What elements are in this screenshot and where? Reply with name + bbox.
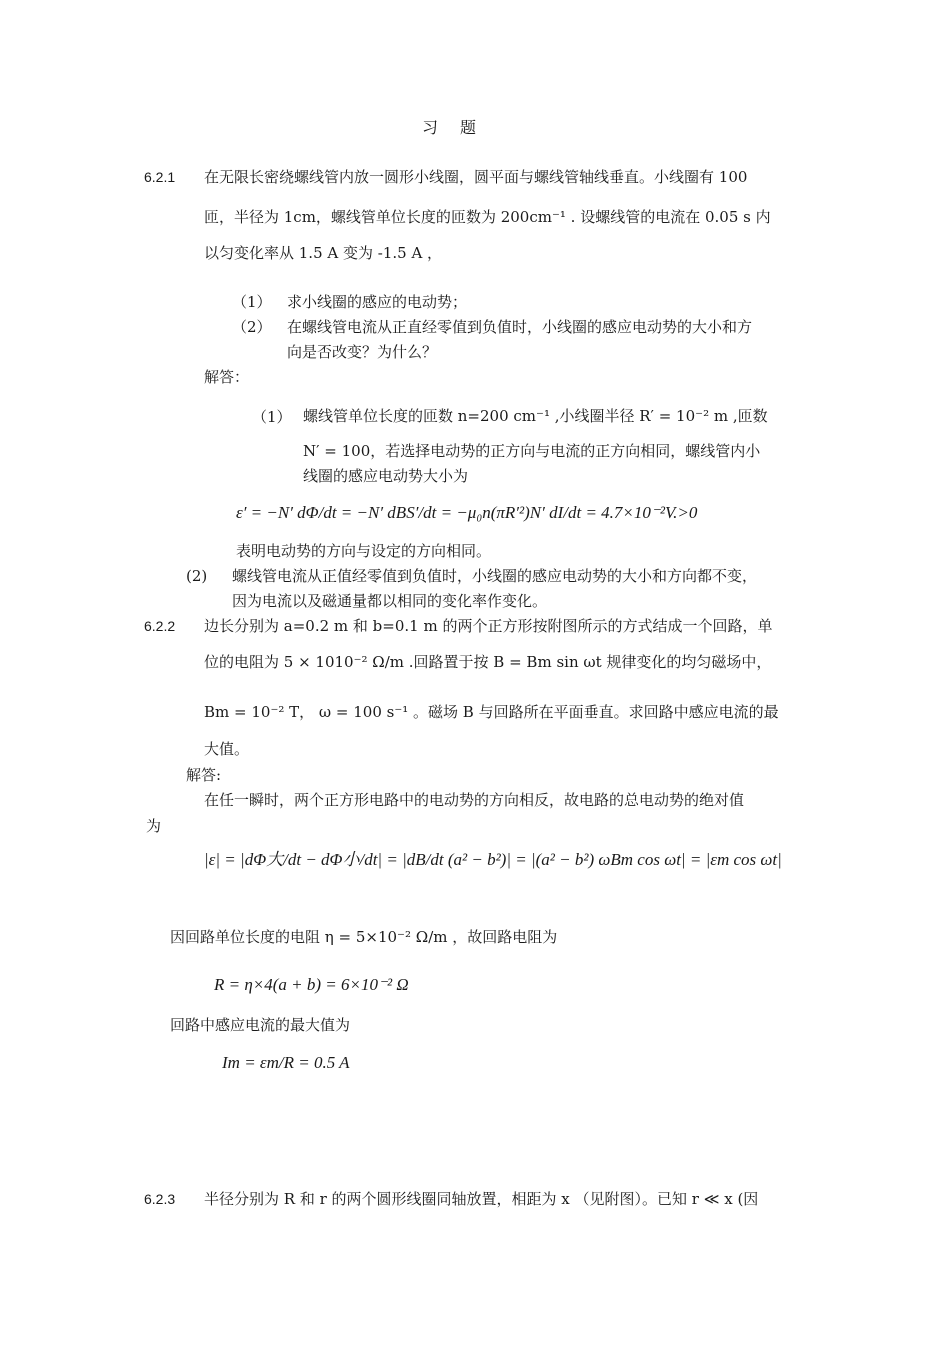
answer-label: (2) (186, 567, 208, 585)
problem-text: 大值。 (204, 740, 250, 758)
answer-text: 表明电动势的方向与设定的方向相同。 (236, 542, 492, 560)
answer-text: 螺线管电流从正值经零值到负值时，小线圈的感应电动势的大小和方向都不变， (232, 567, 758, 585)
question-text: 在螺线管电流从正直经零值到负值时，小线圈的感应电动势的大小和方 (287, 318, 753, 336)
answer-text: 回路中感应电流的最大值为 (170, 1016, 351, 1034)
answer-text: 线圈的感应电动势大小为 (303, 467, 469, 485)
answer-label: 解答: (186, 766, 222, 784)
problem-text: 在无限长密绕螺线管内放一圆形小线圈，圆平面与螺线管轴线垂直。小线圈有 100 (204, 168, 748, 186)
answer-label: （1） (252, 408, 292, 426)
problem-number: 6.2.2 (144, 618, 176, 634)
problem-text: Bm = 10⁻² T， ω = 100 s⁻¹ 。磁场 B 与回路所在平面垂直。求回路中感应电流的最 (204, 703, 779, 721)
max-current-formula: Im = εm/R = 0.5 A (222, 1053, 350, 1072)
question-text: 求小线圈的感应的电动势； (287, 293, 468, 311)
emf-formula: ε′ = −N′ dΦ/dt = −N′ dBS′/dt = −μ₀n(πR′²)N′ dI/dt = 4.7×10⁻²V.>0 (236, 503, 698, 522)
answer-text: 因为电流以及磁通量都以相同的变化率作变化。 (232, 592, 548, 610)
question-label: （1） (232, 293, 272, 311)
answer-text: 为 (146, 817, 162, 835)
resistance-formula: R = η×4(a + b) = 6×10⁻² Ω (214, 975, 409, 994)
answer-text: N′ = 100，若选择电动势的正方向与电流的正方向相同，螺线管内小 (303, 442, 761, 460)
question-text: 向是否改变？为什么？ (287, 343, 438, 361)
answer-text: 在任一瞬时，两个正方形电路中的电动势的方向相反，故电路的总电动势的绝对值 (204, 791, 745, 809)
problem-text: 边长分别为 a=0.2 m 和 b=0.1 m 的两个正方形按附图所示的方式结成一个回路，单 (204, 617, 773, 635)
problem-text: 匝，半径为 1cm，螺线管单位长度的匝数为 200cm⁻¹ . 设螺线管的电流在 0.05 s 内 (204, 208, 771, 226)
problem-text: 位的电阻为 5 × 1010⁻² Ω/m .回路置于按 B = Bm sin ωt 规律变化的均匀磁场中， (204, 653, 772, 671)
total-emf-formula: |ε| = |dΦ大/dt − dΦ小/dt| = |dB/dt (a² − b²)| = |(a² − b²) ωBm cos ωt| = |εm cos ωt| (204, 850, 782, 869)
problem-number: 6.2.3 (144, 1191, 176, 1207)
problem-number: 6.2.1 (144, 169, 176, 185)
answer-text: 螺线管单位长度的匝数 n=200 cm⁻¹ ,小线圈半径 R′ = 10⁻² m ,匝数 (303, 407, 768, 425)
answer-text: 因回路单位长度的电阻 η = 5×10⁻² Ω/m ，故回路电阻为 (170, 928, 558, 946)
answer-label: 解答： (204, 368, 250, 386)
page-title: 习题 (422, 118, 499, 137)
problem-text: 半径分别为 R 和 r 的两个圆形线圈同轴放置，相距为 x （见附图）。已知 r ≪ x (因 (204, 1190, 759, 1208)
question-label: （2） (232, 318, 272, 336)
problem-text: 以匀变化率从 1.5 A 变为 -1.5 A ， (204, 244, 443, 262)
